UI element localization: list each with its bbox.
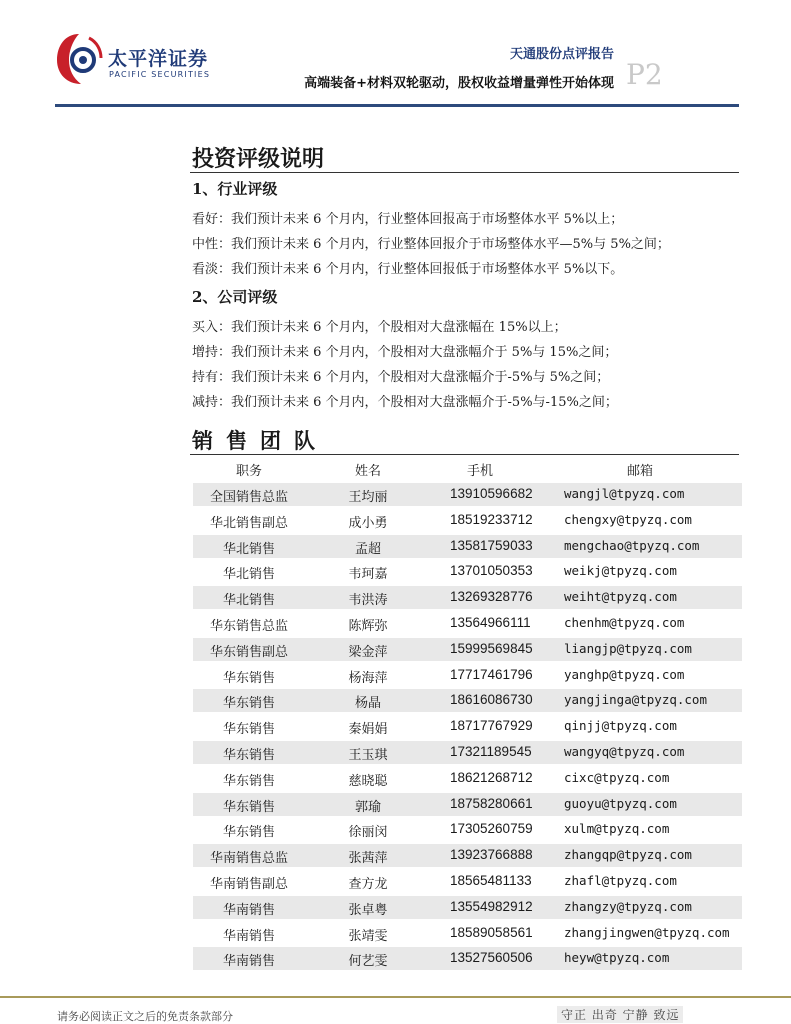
table-row bbox=[193, 535, 742, 558]
row-phone: 13527560506 bbox=[450, 950, 533, 966]
row-phone: 15999569845 bbox=[450, 640, 533, 656]
row-role: 华东销售副总 bbox=[209, 644, 288, 660]
row-name: 查方龙 bbox=[348, 877, 388, 892]
row-email[interactable]: zhangqp@tpyzq.com bbox=[564, 847, 692, 863]
table-row bbox=[193, 638, 742, 661]
table-row bbox=[193, 767, 742, 790]
row-email[interactable]: zhangjingwen@tpyzq.com bbox=[564, 924, 730, 940]
row-email[interactable]: weikj@tpyzq.com bbox=[564, 563, 677, 579]
pacific-securities-logo-icon bbox=[55, 30, 103, 86]
header-divider bbox=[55, 104, 739, 107]
row-phone: 13564966111 bbox=[450, 615, 531, 630]
row-email[interactable]: guoyu@tpyzq.com bbox=[564, 795, 677, 811]
row-name: 王均丽 bbox=[348, 490, 388, 505]
row-role: 华东销售 bbox=[222, 722, 275, 738]
row-phone: 13554982912 bbox=[450, 898, 533, 914]
row-email[interactable]: qinjj@tpyzq.com bbox=[564, 718, 677, 734]
row-role: 华东销售 bbox=[222, 799, 275, 815]
row-email[interactable]: xulm@tpyzq.com bbox=[564, 821, 670, 837]
row-phone: 18717767929 bbox=[450, 718, 533, 734]
table-row bbox=[193, 818, 742, 841]
row-phone: 13910596682 bbox=[450, 486, 533, 501]
row-name: 韦珂嘉 bbox=[348, 567, 388, 583]
row-role: 华南销售 bbox=[222, 954, 275, 970]
row-phone: 18565481133 bbox=[450, 873, 532, 888]
row-role: 华东销售 bbox=[222, 696, 275, 712]
industry-rating-line: 中性：我们预计未来 6 个月内，行业整体回报介于市场整体水平—5%与 5%之间； bbox=[192, 237, 670, 252]
table-row bbox=[193, 689, 742, 712]
row-phone: 13269328776 bbox=[450, 589, 533, 605]
row-name: 陈辉弥 bbox=[348, 619, 388, 634]
row-role: 华南销售 bbox=[222, 928, 275, 944]
sales-team-title: 销售团队 bbox=[192, 428, 328, 453]
row-email[interactable]: heyw@tpyzq.com bbox=[564, 950, 670, 966]
row-name: 秦娟娟 bbox=[348, 722, 388, 738]
table-row bbox=[193, 483, 742, 506]
row-name: 张靖雯 bbox=[348, 928, 388, 944]
row-email[interactable]: chengxy@tpyzq.com bbox=[564, 511, 692, 527]
row-name: 杨海萍 bbox=[348, 670, 388, 686]
footer-disclaimer: 请务必阅读正文之后的免责条款部分 bbox=[57, 1010, 233, 1023]
company-rating-line: 减持：我们预计未来 6 个月内，个股相对大盘涨幅介于-5%与-15%之间； bbox=[192, 395, 618, 410]
row-phone: 18589058561 bbox=[450, 924, 533, 940]
company-rating-line: 增持：我们预计未来 6 个月内，个股相对大盘涨幅介于 5%与 15%之间； bbox=[192, 345, 618, 360]
company-rating-heading: 2、公司评级 bbox=[192, 288, 278, 306]
col-header-role: 职务 bbox=[235, 464, 262, 479]
row-name: 孟超 bbox=[354, 541, 381, 557]
row-name: 徐丽闵 bbox=[348, 825, 388, 841]
row-name: 何艺雯 bbox=[348, 954, 388, 970]
table-row bbox=[193, 896, 742, 919]
row-phone: 13923766888 bbox=[450, 847, 533, 863]
col-header-name: 姓名 bbox=[354, 464, 381, 479]
footer-divider bbox=[0, 996, 791, 998]
row-name: 张卓粤 bbox=[348, 902, 388, 918]
table-row bbox=[193, 947, 742, 970]
row-role: 华南销售总监 bbox=[209, 851, 288, 867]
table-row bbox=[193, 793, 742, 816]
table-row bbox=[193, 741, 742, 764]
industry-rating-line: 看淡：我们预计未来 6 个月内，行业整体回报低于市场整体水平 5%以下。 bbox=[192, 262, 624, 277]
row-name: 慈晓聪 bbox=[348, 773, 388, 789]
row-phone: 18758280661 bbox=[450, 795, 533, 811]
table-row bbox=[193, 844, 742, 867]
row-role: 华南销售 bbox=[222, 902, 275, 918]
table-row bbox=[193, 509, 742, 532]
page-number: P2 bbox=[626, 58, 663, 91]
row-email[interactable]: wangyq@tpyzq.com bbox=[564, 744, 685, 759]
row-name: 郭瑜 bbox=[354, 799, 381, 815]
row-role: 华北销售 bbox=[222, 567, 275, 583]
row-role: 华东销售总监 bbox=[209, 619, 288, 634]
row-email[interactable]: yangjinga@tpyzq.com bbox=[564, 692, 707, 708]
row-email[interactable]: cixc@tpyzq.com bbox=[564, 769, 670, 785]
row-email[interactable]: mengchao@tpyzq.com bbox=[564, 537, 700, 553]
industry-rating-heading: 1、行业评级 bbox=[192, 180, 278, 198]
report-title: 高端装备+材料双轮驱动，股权收益增量弹性开始体现 bbox=[304, 76, 614, 91]
row-name: 梁金萍 bbox=[348, 644, 388, 660]
row-name: 张茜萍 bbox=[348, 851, 388, 867]
table-row bbox=[193, 922, 742, 945]
row-role: 华东销售 bbox=[222, 748, 275, 763]
row-role: 全国销售总监 bbox=[209, 490, 288, 505]
company-rating-line: 持有：我们预计未来 6 个月内，个股相对大盘涨幅介于-5%与 5%之间； bbox=[192, 370, 610, 385]
row-role: 华北销售副总 bbox=[209, 515, 288, 531]
row-email[interactable]: weiht@tpyzq.com bbox=[564, 589, 677, 605]
table-row bbox=[193, 586, 742, 609]
row-phone: 18621268712 bbox=[450, 769, 533, 785]
row-role: 华东销售 bbox=[222, 773, 275, 789]
row-email[interactable]: wangjl@tpyzq.com bbox=[564, 486, 685, 501]
row-role: 华南销售副总 bbox=[209, 877, 288, 892]
col-header-phone: 手机 bbox=[466, 464, 493, 479]
row-role: 华北销售 bbox=[222, 593, 275, 609]
row-phone: 17305260759 bbox=[450, 821, 533, 837]
row-phone: 18519233712 bbox=[450, 511, 533, 527]
row-name: 王玉琪 bbox=[348, 748, 388, 763]
row-email[interactable]: liangjp@tpyzq.com bbox=[564, 640, 692, 656]
table-row bbox=[193, 560, 742, 583]
row-phone: 13701050353 bbox=[450, 563, 533, 579]
company-rating-line: 买入：我们预计未来 6 个月内，个股相对大盘涨幅在 15%以上； bbox=[192, 320, 567, 335]
logo-name-en: PACIFIC SECURITIES bbox=[109, 70, 211, 79]
row-phone: 18616086730 bbox=[450, 692, 533, 708]
logo-name-cn: 太平洋证券 bbox=[108, 48, 209, 70]
row-email[interactable]: zhafl@tpyzq.com bbox=[564, 873, 677, 888]
row-email[interactable]: chenhm@tpyzq.com bbox=[564, 615, 685, 630]
industry-rating-line: 看好：我们预计未来 6 个月内，行业整体回报高于市场整体水平 5%以上； bbox=[192, 212, 624, 227]
row-role: 华北销售 bbox=[222, 541, 275, 557]
col-header-email: 邮箱 bbox=[626, 464, 653, 479]
row-name: 杨晶 bbox=[354, 696, 381, 712]
rating-section-title: 投资评级说明 bbox=[192, 146, 325, 172]
table-row bbox=[193, 870, 742, 893]
row-phone: 17717461796 bbox=[450, 666, 533, 682]
row-phone: 17321189545 bbox=[450, 744, 532, 759]
row-name: 成小勇 bbox=[348, 515, 388, 531]
table-row bbox=[193, 612, 742, 635]
row-role: 华东销售 bbox=[222, 825, 275, 841]
row-phone: 13581759033 bbox=[450, 537, 533, 553]
report-type: 天通股份点评报告 bbox=[509, 47, 614, 62]
rating-section-divider bbox=[190, 172, 739, 173]
table-row bbox=[193, 664, 742, 687]
row-email[interactable]: yanghp@tpyzq.com bbox=[564, 666, 685, 682]
row-name: 韦洪涛 bbox=[348, 593, 388, 609]
sales-team-divider bbox=[190, 454, 739, 455]
row-email[interactable]: zhangzy@tpyzq.com bbox=[564, 898, 692, 914]
table-row bbox=[193, 715, 742, 738]
footer-motto: 守正 出奇 宁静 致远 bbox=[557, 1006, 683, 1023]
row-role: 华东销售 bbox=[222, 670, 275, 686]
